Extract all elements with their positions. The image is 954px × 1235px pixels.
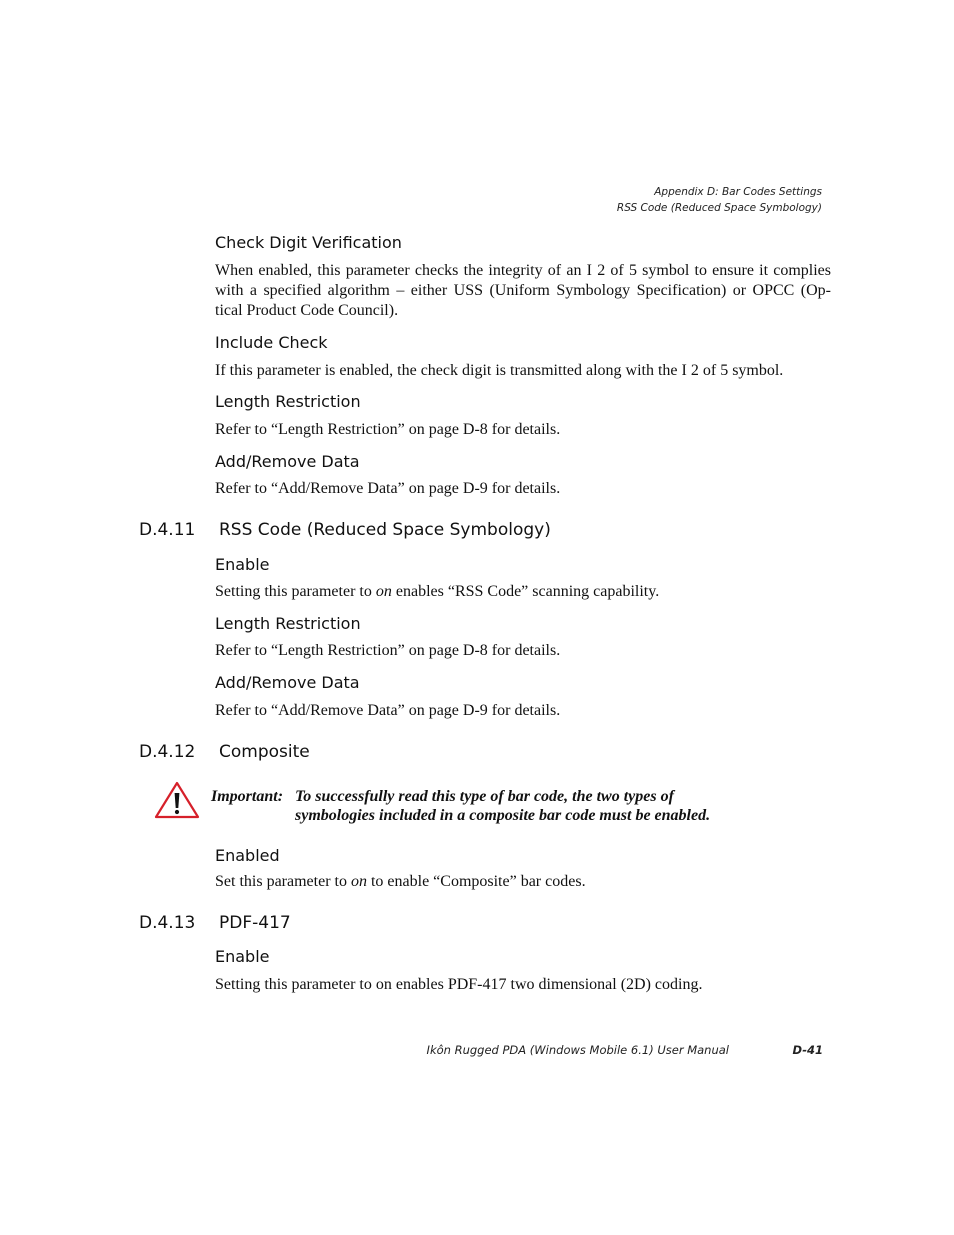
emphasis-on: on xyxy=(350,873,367,890)
section-number: D.4.12 xyxy=(139,742,196,762)
section-title: PDF-417 xyxy=(219,913,291,933)
paragraph-pdf417-enable xyxy=(215,975,831,995)
section-heading-composite xyxy=(139,742,639,766)
paragraph-line: Refer to “Add/Remove Data” on page D-9 for details. xyxy=(215,702,561,719)
running-header-section: RSS Code (Reduced Space Symbology) xyxy=(616,202,822,214)
section-title: Composite xyxy=(219,742,310,762)
paragraph-line: tical Product Code Council). xyxy=(215,302,399,319)
paragraph-rss-length-restriction xyxy=(215,641,831,661)
section-title: RSS Code (Reduced Space Symbology) xyxy=(219,520,551,540)
paragraph-line: Set this parameter to on to enable “Composite” bar codes. xyxy=(215,873,586,890)
emphasis-on: on xyxy=(375,583,392,600)
section-number: D.4.13 xyxy=(139,913,196,933)
paragraph-include-check xyxy=(215,361,831,381)
heading-check-digit-verification: Check Digit Verification xyxy=(215,233,402,252)
footer-manual-title: Ikôn Rugged PDA (Windows Mobile 6.1) User Manual xyxy=(426,1043,729,1057)
heading-rss-enable: Enable xyxy=(215,555,270,574)
heading-pdf417-enable: Enable xyxy=(215,947,270,966)
important-note xyxy=(211,787,710,825)
important-label: Important: xyxy=(211,788,284,805)
heading-rss-add-remove-data: Add/Remove Data xyxy=(215,673,360,692)
heading-add-remove-data: Add/Remove Data xyxy=(215,452,360,471)
heading-rss-length-restriction: Length Restriction xyxy=(215,614,361,633)
section-heading-rss-code xyxy=(139,520,639,544)
heading-length-restriction: Length Restriction xyxy=(215,392,361,411)
important-note-line: Important: To successfully read this type of bar code, the two types of xyxy=(211,788,674,805)
paragraph-line: with a specified algorithm – either USS (Uniform Symbology Specification) or OPCC (Op- xyxy=(215,282,831,299)
paragraph-check-digit-verification xyxy=(215,261,831,321)
paragraph-composite-enabled xyxy=(215,872,831,892)
important-note-line: symbologies included in a composite bar code must be enabled. xyxy=(295,807,711,824)
paragraph-rss-add-remove-data xyxy=(215,701,831,721)
paragraph-add-remove-data xyxy=(215,479,831,499)
section-number: D.4.11 xyxy=(139,520,196,540)
paragraph-line: Setting this parameter to on enables “RSS Code” scanning capability. xyxy=(215,583,660,600)
footer-page-number: D-41 xyxy=(792,1043,823,1057)
paragraph-line: If this parameter is enabled, the check digit is transmitted along with the I 2 of 5 symbol. xyxy=(215,362,784,379)
paragraph-line: Refer to “Length Restriction” on page D-8 for details. xyxy=(215,642,561,659)
running-header-chapter: Appendix D: Bar Codes Settings xyxy=(654,186,822,198)
heading-composite-enabled: Enabled xyxy=(215,846,280,865)
paragraph-length-restriction xyxy=(215,420,831,440)
paragraph-line: Setting this parameter to on enables PDF-417 two dimensional (2D) coding. xyxy=(215,976,703,993)
paragraph-line: Refer to “Add/Remove Data” on page D-9 for details. xyxy=(215,480,561,497)
section-heading-pdf417 xyxy=(139,913,639,937)
paragraph-line: Refer to “Length Restriction” on page D-8 for details. xyxy=(215,421,561,438)
paragraph-rss-enable xyxy=(215,582,831,602)
paragraph-line: When enabled, this parameter checks the integrity of an I 2 of 5 symbol to ensure it complies xyxy=(215,262,831,279)
heading-include-check: Include Check xyxy=(215,333,328,352)
warning-triangle-icon xyxy=(154,781,200,819)
